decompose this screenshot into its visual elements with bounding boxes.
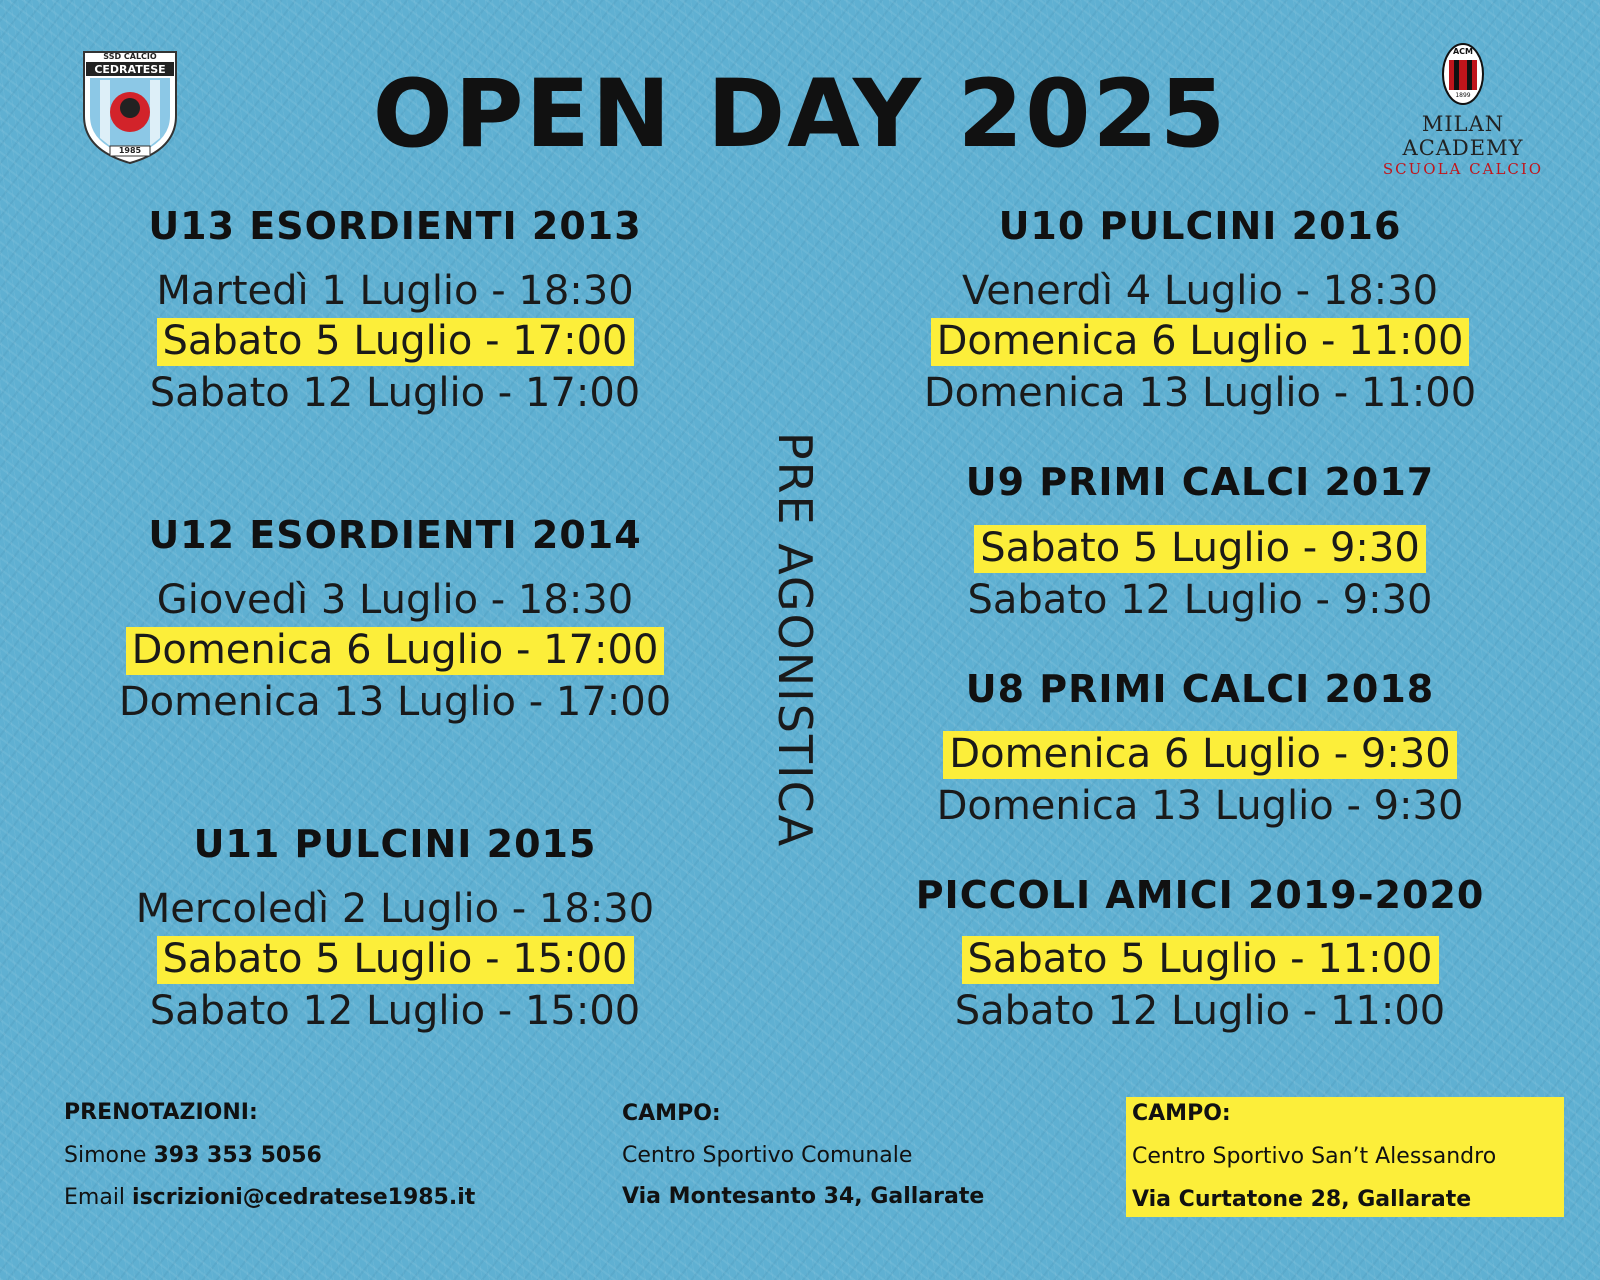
campo-name: Centro Sportivo San’t Alessandro (1132, 1144, 1497, 1169)
milan-academy-name: MILAN ACADEMY (1402, 112, 1524, 160)
vertical-label: PRE AGONISTICA (768, 431, 822, 849)
booking-phone-line (64, 1143, 475, 1168)
campo-label: CAMPO: (1132, 1101, 1231, 1126)
date-line: Sabato 12 Luglio - 17:00 (149, 370, 641, 416)
email-label: Email (64, 1185, 126, 1210)
logo-top-text: SSD CALCIO (103, 52, 157, 61)
group-title-u9: U9 PRIMI CALCI 2017 (965, 460, 1435, 504)
campo-santalessandro-section (1126, 1097, 1564, 1217)
booking-email-line (64, 1185, 475, 1210)
group-title-u10: U10 PULCINI 2016 (998, 204, 1402, 248)
contact-name: Simone (64, 1143, 147, 1168)
campo-address: Via Montesanto 34, Gallarate (622, 1184, 985, 1209)
date-line: Sabato 12 Luglio - 15:00 (149, 988, 641, 1034)
campo-address: Via Curtatone 28, Gallarate (1132, 1187, 1472, 1212)
logo-name: CEDRATESE (94, 63, 166, 76)
date-line-highlighted: Domenica 6 Luglio - 11:00 (840, 318, 1560, 366)
date-line: Martedì 1 Luglio - 18:30 (156, 268, 634, 314)
campo-name: Centro Sportivo Comunale (622, 1143, 913, 1168)
booking-label: PRENOTAZIONI: (64, 1100, 258, 1125)
group-title-u12: U12 ESORDIENTI 2014 (148, 513, 642, 557)
booking-section (64, 1100, 475, 1210)
schedule-left-column (40, 0, 750, 1280)
campo-label: CAMPO: (622, 1101, 721, 1126)
acm-badge-year: 1899 (1455, 92, 1471, 99)
date-line: Sabato 12 Luglio - 9:30 (967, 577, 1433, 623)
milan-academy-subtitle: SCUOLA CALCIO (1382, 160, 1544, 178)
date-line-highlighted: Domenica 6 Luglio - 17:00 (40, 627, 750, 675)
date-line-highlighted: Sabato 5 Luglio - 15:00 (40, 936, 750, 984)
date-line: Giovedì 3 Luglio - 18:30 (156, 577, 634, 623)
date-line: Domenica 13 Luglio - 9:30 (936, 783, 1464, 829)
email-link[interactable]: iscrizioni@cedratese1985.it (132, 1185, 476, 1210)
date-line: Mercoledì 2 Luglio - 18:30 (135, 886, 655, 932)
schedule-right-column (840, 0, 1560, 1280)
campo-comunale-section (622, 1101, 984, 1209)
group-title-u13: U13 ESORDIENTI 2013 (148, 204, 642, 248)
date-line-highlighted: Sabato 5 Luglio - 9:30 (840, 525, 1560, 573)
acm-badge-text: ACM (1452, 47, 1474, 56)
group-title-u11: U11 PULCINI 2015 (193, 822, 597, 866)
logo-year: 1985 (118, 146, 142, 155)
date-line: Domenica 13 Luglio - 11:00 (923, 370, 1477, 416)
date-line-highlighted: Domenica 6 Luglio - 9:30 (840, 731, 1560, 779)
date-line-highlighted: Sabato 5 Luglio - 17:00 (40, 318, 750, 366)
date-line: Domenica 13 Luglio - 17:00 (118, 679, 672, 725)
date-line-highlighted: Sabato 5 Luglio - 11:00 (840, 936, 1560, 984)
phone-number[interactable]: 393 353 5056 (153, 1143, 322, 1168)
date-line: Venerdì 4 Luglio - 18:30 (961, 268, 1439, 314)
date-line: Sabato 12 Luglio - 11:00 (954, 988, 1446, 1034)
group-title-piccoli-amici: PICCOLI AMICI 2019-2020 (915, 873, 1485, 917)
group-title-u8: U8 PRIMI CALCI 2018 (965, 667, 1435, 711)
page-title: OPEN DAY 2025 (372, 60, 1228, 169)
